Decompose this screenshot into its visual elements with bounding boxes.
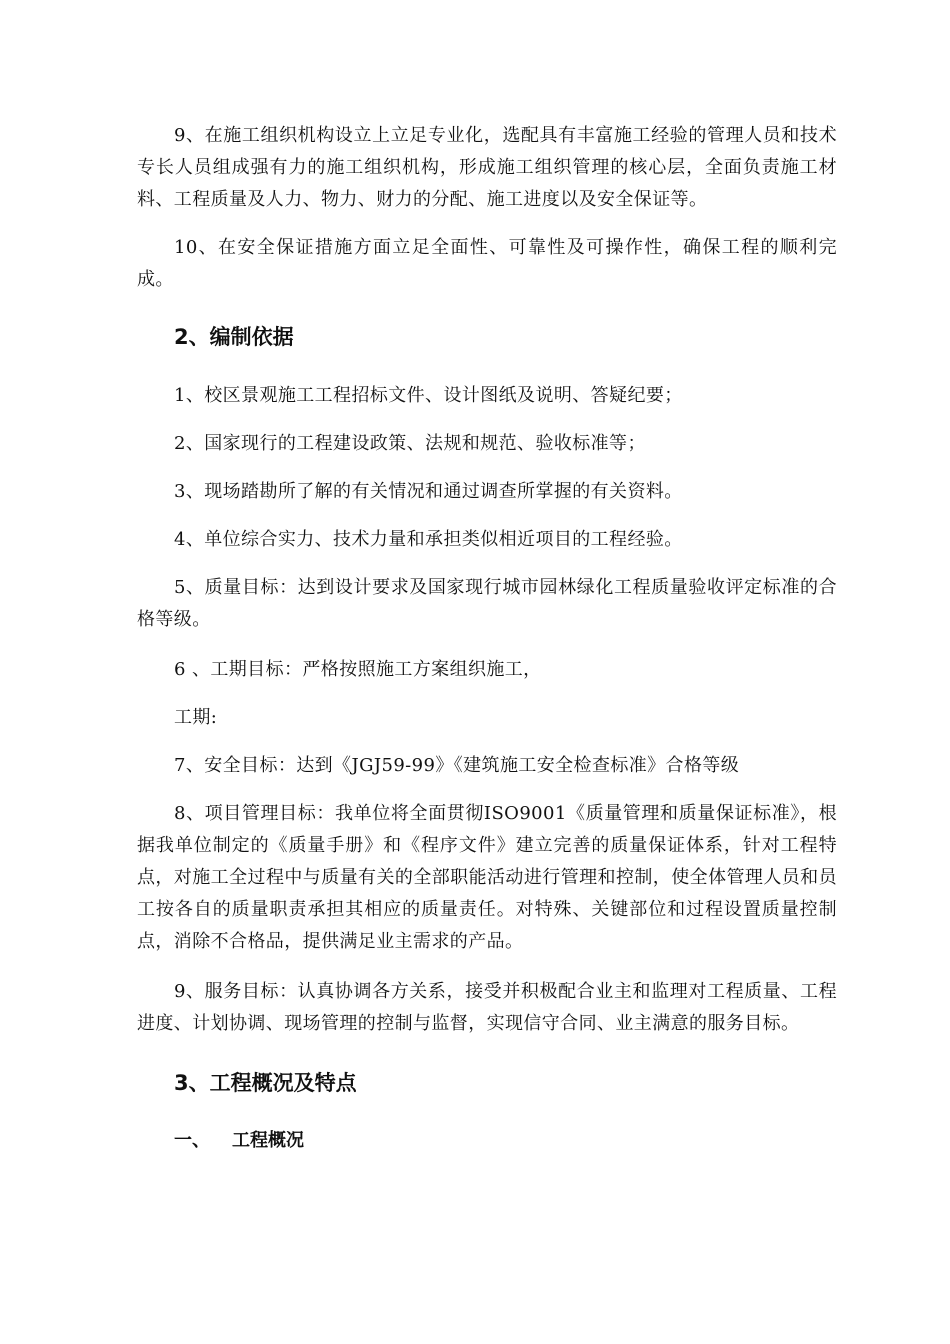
paragraph-item-9-organization: 9、在施工组织机构设立上立足专业化，选配具有丰富施工经验的管理人员和技术专长人员组成强有力的施工组织机构，形成施工组织管理的核心层，全面负责施工材料、工程质量及人力、物力、财力的分配、施工进度以及安全保证等。 (137, 125, 837, 210)
basis-item-1: 1、校区景观施工工程招标文件、设计图纸及说明、答疑纪要； (174, 385, 683, 406)
basis-item-7-safety-target: 7、安全目标：达到《JGJ59-99》《建筑施工安全检查标准》合格等级 (174, 755, 740, 776)
basis-item-6-schedule-target: 6 、工期目标：严格按照施工方案组织施工， (174, 659, 542, 680)
subsection-heading-overview (174, 1126, 304, 1156)
paragraph-item-10-safety: 10、在安全保证措施方面立足全面性、可靠性及可操作性，确保工程的顺利完成。 (137, 237, 837, 290)
basis-item-duration: 工期: (174, 707, 218, 728)
section-heading-overview: 3、工程概况及特点 (174, 1071, 357, 1095)
subsection-number: 一、 (174, 1130, 210, 1151)
subsection-title: 工程概况 (232, 1130, 304, 1151)
section-heading-basis: 2、编制依据 (174, 325, 294, 349)
basis-item-5-quality-target: 5、质量目标：达到设计要求及国家现行城市园林绿化工程质量验收评定标准的合格等级。 (137, 577, 837, 630)
basis-item-9-service-target: 9、服务目标：认真协调各方关系，接受并积极配合业主和监理对工程质量、工程进度、计划协调、现场管理的控制与监督，实现信守合同、业主满意的服务目标。 (137, 981, 837, 1034)
basis-item-2: 2、国家现行的工程建设政策、法规和规范、验收标准等； (174, 433, 646, 454)
basis-item-8-management-target: 8、项目管理目标：我单位将全面贯彻ISO9001《质量管理和质量保证标准》，根据我单位制定的《质量手册》和《程序文件》建立完善的质量保证体系，针对工程特点，对施工全过程中与质量有关的全部职能活动进行管理和控制，使全体管理人员和员工按各自的质量职责承担其相应的质量责任。对特殊、关键部位和过程设置质量控制点，消除不合格品，提供满足业主需求的产品。 (137, 803, 837, 952)
basis-item-4: 4、单位综合实力、技术力量和承担类似相近项目的工程经验。 (174, 529, 683, 550)
basis-item-3: 3、现场踏勘所了解的有关情况和通过调查所掌握的有关资料。 (174, 481, 683, 502)
